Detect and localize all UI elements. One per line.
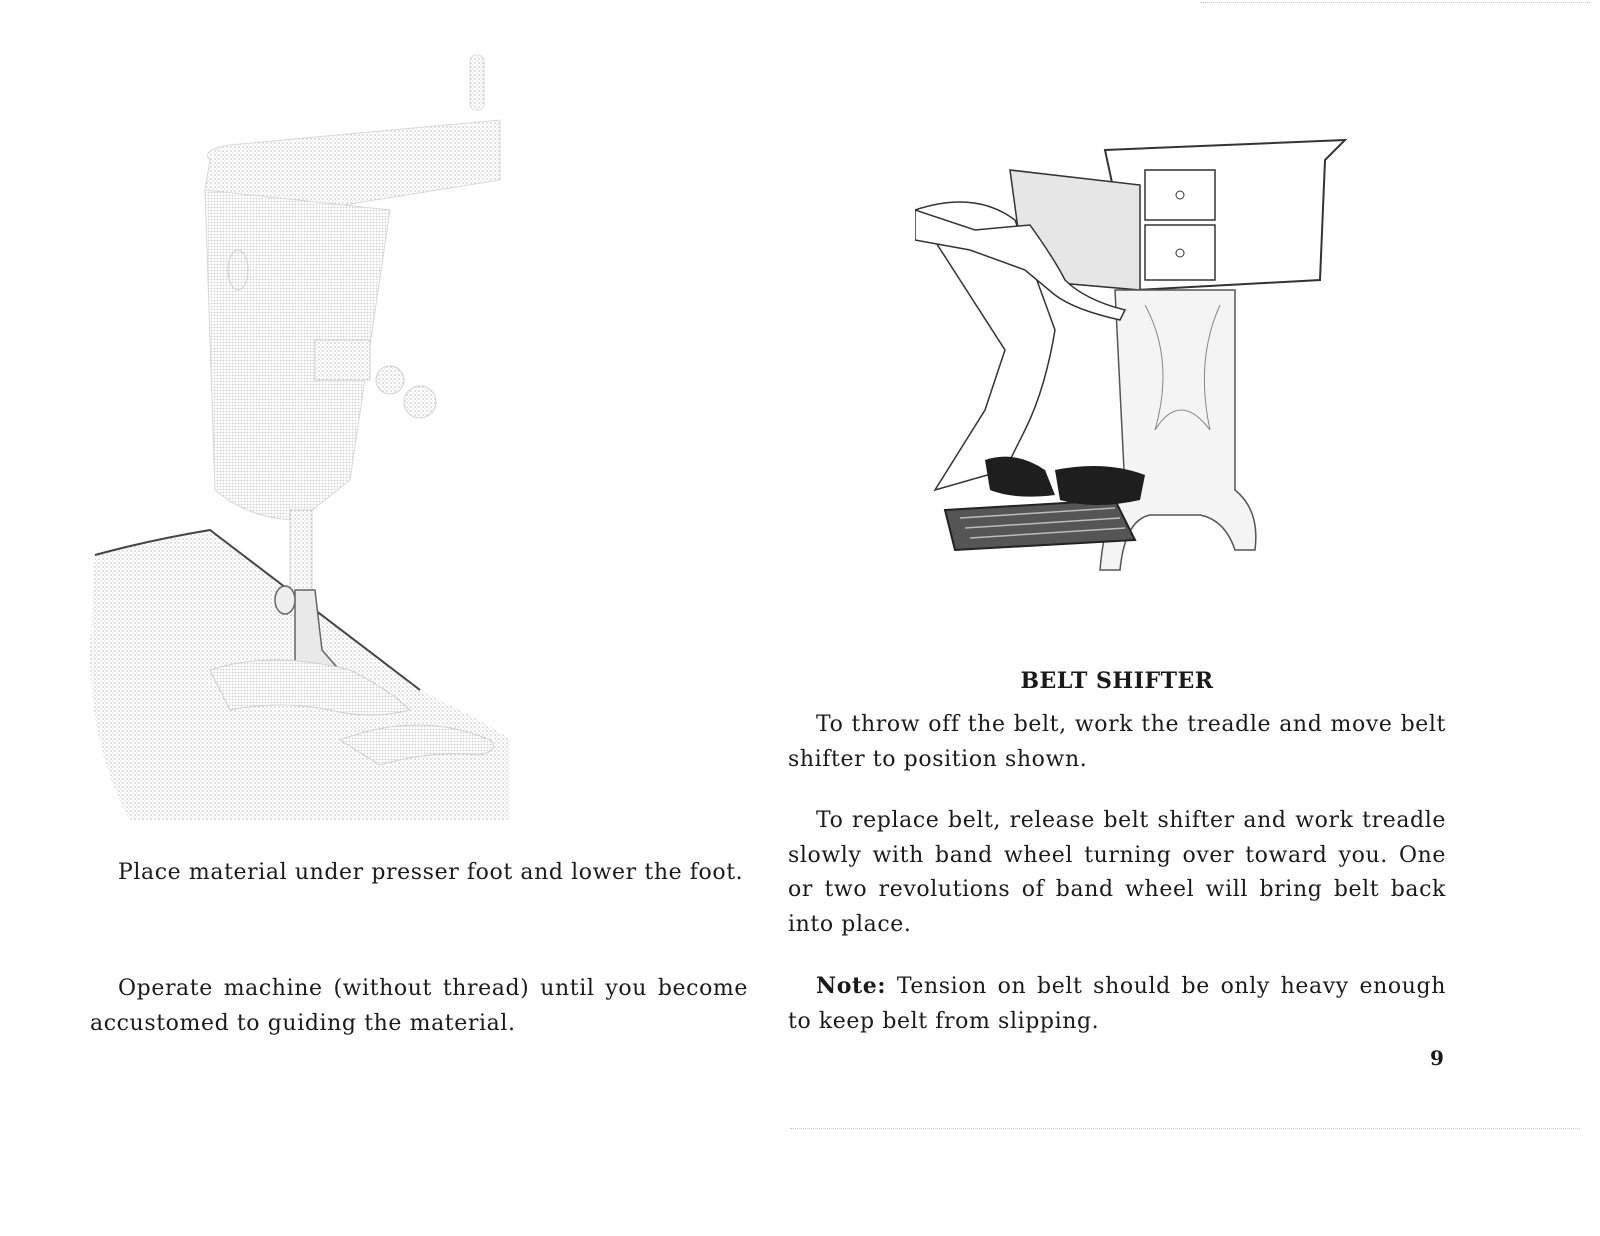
note-block <box>788 969 1446 1039</box>
belt-shifter-illustration <box>915 130 1355 600</box>
top-scan-rule <box>1200 2 1590 3</box>
bottom-scan-rule <box>790 1128 1580 1129</box>
instruction-place-material: Place material under presser foot and lower the foot. <box>118 860 744 885</box>
right-paragraph-1-block <box>788 708 1446 777</box>
note-paragraph <box>788 969 1446 1039</box>
section-heading: BELT SHIFTER <box>1020 668 1214 694</box>
left-paragraph-2-block <box>90 972 748 1041</box>
note-label: Note: <box>816 973 887 999</box>
instruction-operate-machine: Operate machine (without thread) until you become accustomed to guiding the material. <box>90 976 748 1036</box>
presser-foot-illustration <box>90 50 510 825</box>
instruction-throw-off-belt: To throw off the belt, work the treadle and move belt shifter to position shown. <box>788 712 1446 772</box>
instruction-replace-belt: To replace belt, release belt shifter and work treadle slowly with band wheel turning over toward you. One or two revolutions of band wheel will bring belt back into place. <box>788 808 1446 937</box>
left-paragraph-1-block <box>90 856 748 891</box>
note-text: Tension on belt should be only heavy enough to keep belt from slipping. <box>788 974 1446 1034</box>
right-paragraph-2-block <box>788 804 1446 942</box>
page-number: 9 <box>1430 1046 1444 1070</box>
